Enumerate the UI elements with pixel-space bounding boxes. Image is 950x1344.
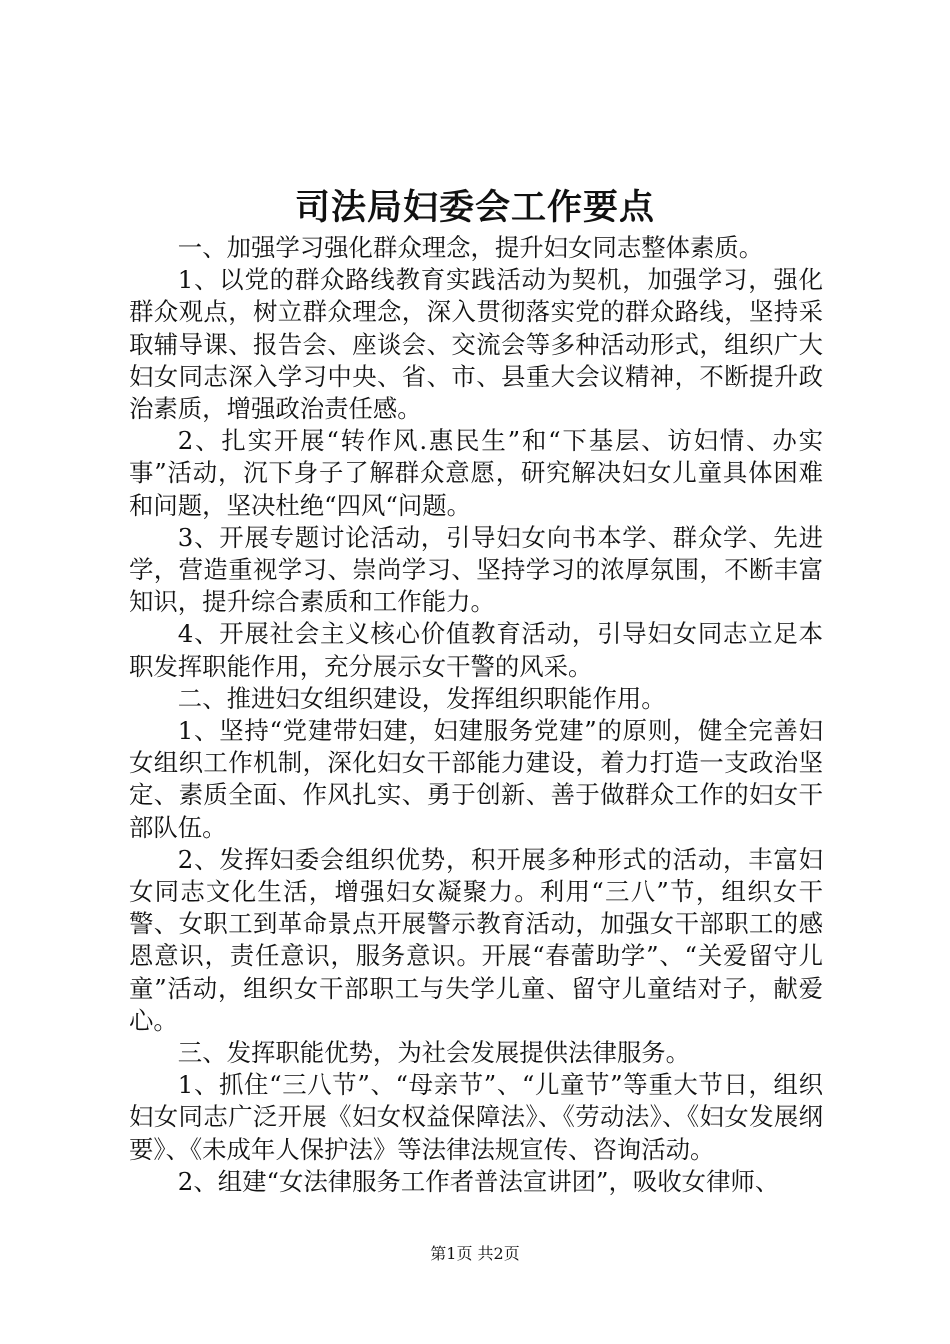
paragraph: 1、抓住“三八节”、“母亲节”、“儿童节”等重大节日，组织妇女同志广泛开展《妇女权益保障法》、《劳动法》、《妇女发展纲要》、《未成年人保护法》等法律法规宣传、咨询活动。 bbox=[129, 1070, 823, 1164]
section-heading-1: 一、加强学习强化群众理念，提升妇女同志整体素质。 bbox=[177, 233, 764, 262]
section-heading-3: 三、发挥职能优势，为社会发展提供法律服务。 bbox=[177, 1038, 691, 1068]
paragraph: 2、组建“女法律服务工作者普法宣讲团”，吸收女律师、 bbox=[177, 1166, 780, 1196]
paragraph: 2、发挥妇委会组织优势，积开展多种形式的活动，丰富妇女同志文化生活，增强妇女凝聚力。利用“三八”节，组织女干警、女职工到革命景点开展警示教育活动，加强女干部职工的感恩意识，责任意识，服务意识。开展“春蕾助学”、“关爱留守儿童”活动，组织女干部职工与失学儿童、留守儿童结对子，献爱心。 bbox=[129, 844, 823, 1035]
paragraph: 3、开展专题讨论活动，引导妇女向书本学、群众学、先进学，营造重视学习、崇尚学习、坚持学习的浓厚氛围，不断丰富知识，提升综合素质和工作能力。 bbox=[129, 522, 823, 617]
paragraph: 1、坚持“党建带妇建，妇建服务党建”的原则，健全完善妇女组织工作机制，深化妇女干部能力建设，着力打造一支政治坚定、素质全面、作风扎实、勇于创新、善于做群众工作的妇女干部队伍。 bbox=[129, 716, 823, 842]
document-body bbox=[129, 232, 823, 1198]
document-title: 司法局妇委会工作要点 bbox=[294, 187, 655, 228]
paragraph: 1、以党的群众路线教育实践活动为契机，加强学习，强化群众观点，树立群众理念，深入贯彻落实党的群众路线，坚持采取辅导课、报告会、座谈会、交流会等多种活动形式，组织广大妇女同志深入学习中央、省、市、县重大会议精神，不断提升政治素质，增强政治责任感。 bbox=[129, 265, 823, 424]
page-number-footer: 第1页 共2页 bbox=[430, 1244, 520, 1263]
section-heading-2: 二、推进妇女组织建设，发挥组织职能作用。 bbox=[177, 683, 666, 713]
paragraph: 2、扎实开展“转作风.惠民生”和“下基层、访妇情、办实事”活动，沉下身子了解群众意愿，研究解决妇女儿童具体困难和问题，坚决杜绝“四风“问题。 bbox=[129, 426, 823, 520]
paragraph: 4、开展社会主义核心价值教育活动，引导妇女同志立足本职发挥职能作用，充分展示女干警的风采。 bbox=[129, 619, 823, 681]
